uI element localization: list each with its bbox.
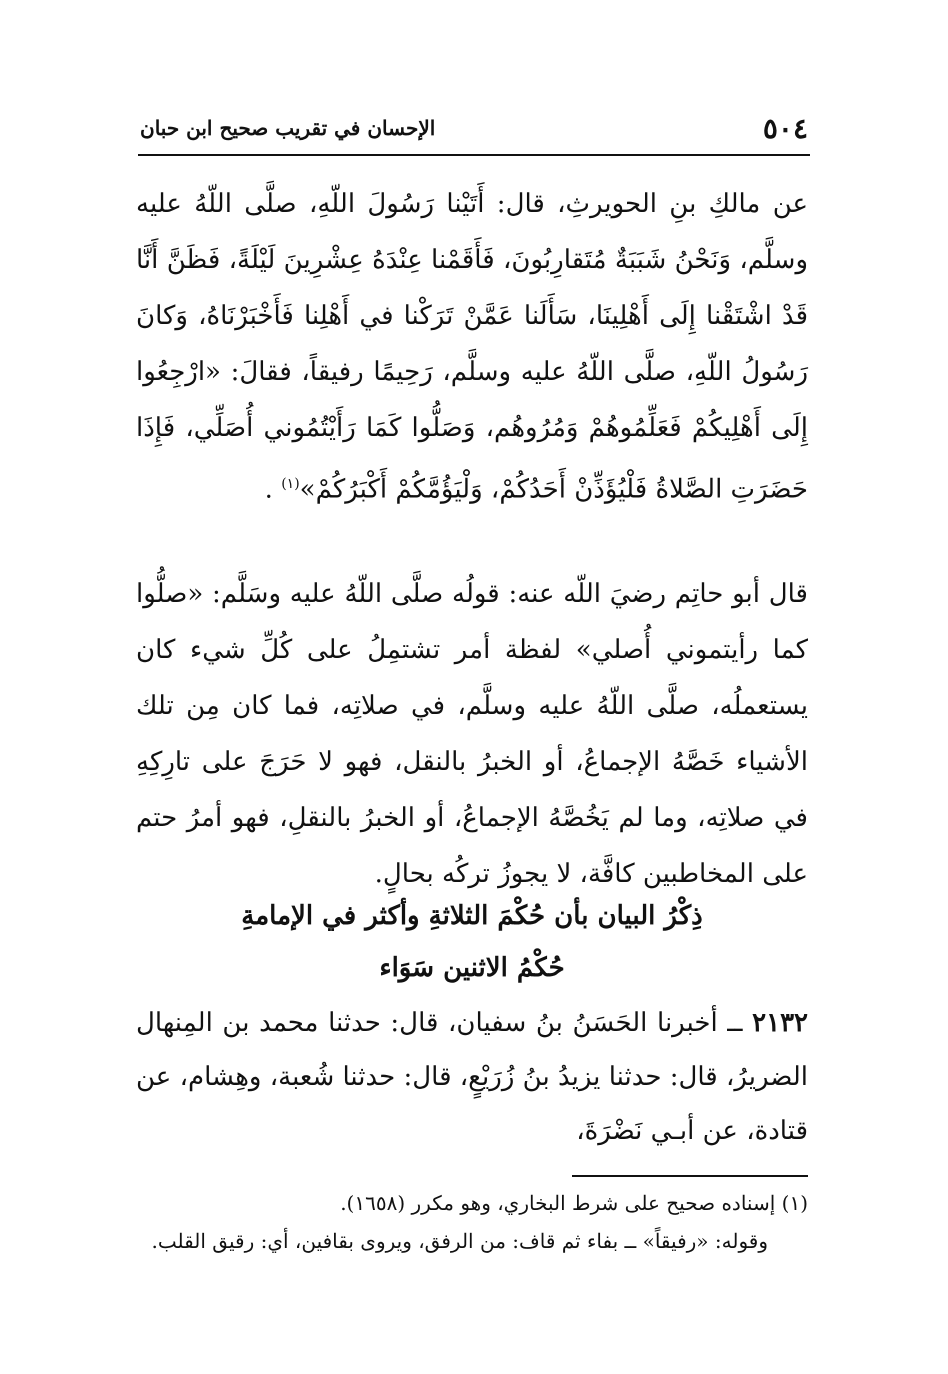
running-title: الإحسان في تقريب صحيح ابن حبان xyxy=(140,116,436,140)
header-divider xyxy=(138,154,810,156)
page-header xyxy=(140,112,808,152)
footnote-1-note: وقوله: «رفيقاً» ــ بفاء ثم قاف: من الرفق، ويروى بقافين، أي: رقيق القلب. xyxy=(151,1229,768,1253)
hadith-text: ــ أخبرنا الحَسَنُ بنُ سفيان، قال: حدثنا محمد بن المِنهال الضريرُ، قال: حدثنا يزيدُ بنُ زُرَيْعٍ، قال: حدثنا شُعبة، وهِشام، عن قتادة، عن أبـي نَضْرَةَ، xyxy=(136,1008,808,1146)
hadith-2132-paragraph xyxy=(136,996,808,1158)
footnote-divider xyxy=(572,1175,808,1177)
chapter-heading-line-1: ذِكْرُ البيان بأن حُكْمَ الثلاثةِ وأكثر في الإمامةِ xyxy=(241,901,703,931)
chapter-heading-line-2: حُكْمُ الاثنين سَوَاء xyxy=(379,953,565,983)
commentary-paragraph xyxy=(136,566,808,902)
commentary-text: قال أبو حاتِم رضيَ اللّه عنه: قولُه صلَّى اللّهُ عليه وسَلَّم: «صلُّوا كما رأيتموني أُصلي» لفظة أمر تشتمِلُ على كُلِّ شيء كان يستعملُه، صلَّى اللّهُ عليه وسلَّم، في صلاتِه، فما كان مِن تلك الأشياء خَصَّهُ الإجماعُ، أو الخبرُ بالنقل، فهو لا حَرَجَ على تارِكِهِ في صلاتِه، وما لم يَخُصَّهُ الإجماعُ، أو الخبرُ بالنقلِ، فهو أمرُ حتم على المخاطبين كافَّة، لا يجوزُ تركُه بحالٍ. xyxy=(136,579,808,889)
footnote-1: (١) إسناده صحيح على شرط البخاري، وهو مكرر (١٦٥٨). xyxy=(340,1191,808,1215)
footnotes xyxy=(136,1184,808,1260)
footnote-ref-1[interactable]: (١) xyxy=(281,476,300,492)
narration-text: عن مالكِ بنِ الحويرثِ، قال: أَتَيْنا رَسُولَ اللّهِ، صلَّى اللّهُ عليه وسلَّم، وَنَحْنُ شَبَبَةٌ مُتَقارِبُونَ، فَأَقَمْنا عِنْدَهُ عِشْرِينَ لَيْلَةً، فَظَنَّ أَنَّا قَدْ اشْتَقْنا إِلَى أَهْلِينَا، سَأَلَنا عَمَّنْ تَرَكْنا في أَهْلِنا فَأَخْبَرْنَاهُ، وَكانَ رَسُولُ اللّهِ، صلَّى اللّهُ عليه وسلَّم، رَحِيمًا رفيقاً، فقالَ: «ارْجِعُوا إِلَى أَهْلِيكُمْ فَعَلِّمُوهُمْ وَمُرُوهُم، وَصَلُّوا كَمَا رَأَيْتُمُوني أُصَلِّي، فَإِذَا حَضَرَتِ الصَّلاةُ فَلْيُؤَذِّنْ أَحَدُكُمْ، وَلْيَؤُمَّكُمْ أَكْبَرُكُمْ» xyxy=(136,189,808,505)
hadith-number: ٢١٣٢ xyxy=(752,1008,809,1038)
page-number: ٥٠٤ xyxy=(762,112,808,145)
narration-end: . xyxy=(264,474,273,505)
chapter-heading xyxy=(136,890,808,994)
hadith-narration-paragraph xyxy=(136,176,808,518)
